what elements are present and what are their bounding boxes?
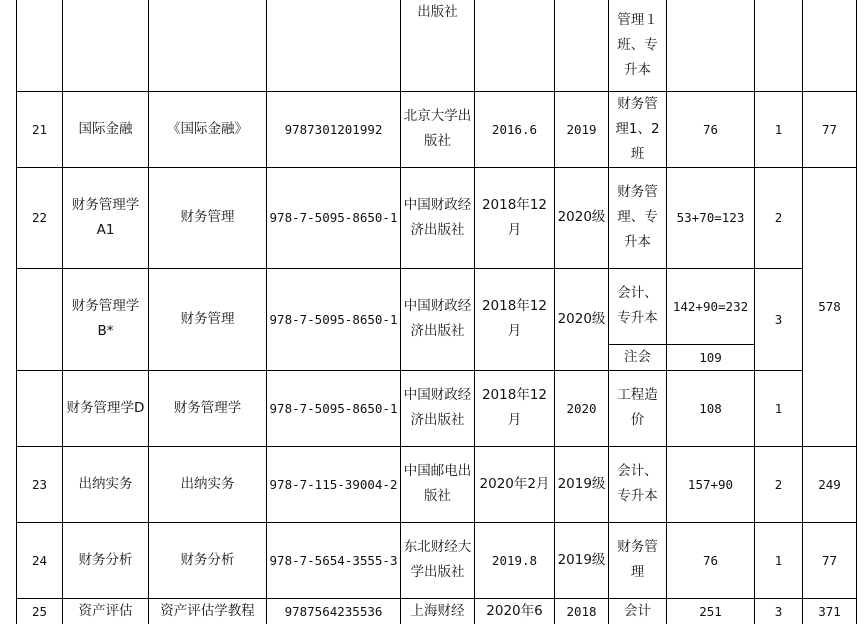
cell-no: 25	[17, 598, 63, 624]
cell-total	[803, 0, 857, 91]
cell-major: 会计	[609, 598, 667, 624]
cell-isbn: 978-7-5095-8650-1	[267, 268, 401, 370]
cell-course: 财务管理学B*	[63, 268, 149, 370]
cell-isbn: 9787301201992	[267, 91, 401, 167]
cell-classes: 1	[755, 370, 803, 446]
cell-count	[667, 0, 755, 91]
table-row	[17, 167, 857, 268]
cell-isbn: 978-7-115-39004-2	[267, 446, 401, 522]
cell-classes: 1	[755, 522, 803, 598]
cell-publisher: 中国财政经济出版社	[401, 370, 475, 446]
cell-year: 2020级	[555, 268, 609, 370]
cell-count: 108	[667, 370, 755, 446]
table-row	[17, 522, 857, 598]
cell-edition	[475, 0, 555, 91]
cell-major: 会计、专升本	[609, 446, 667, 522]
textbook-table	[16, 0, 857, 624]
cell-count: 157+90	[667, 446, 755, 522]
table-row	[17, 91, 857, 167]
cell-year: 2020级	[555, 167, 609, 268]
cell-textbook: 财务管理学	[149, 370, 267, 446]
cell-classes: 2	[755, 446, 803, 522]
table-row	[17, 0, 857, 91]
cell-year: 2020	[555, 370, 609, 446]
cell-isbn: 978-7-5654-3555-3	[267, 522, 401, 598]
cell-year: 2019级	[555, 522, 609, 598]
cell-course: 财务管理学A1	[63, 167, 149, 268]
table-row	[17, 446, 857, 522]
cell-publisher: 中国财政经济出版社	[401, 268, 475, 370]
cell-year	[555, 0, 609, 91]
cell-total: 77	[803, 522, 857, 598]
cell-classes: 3	[755, 268, 803, 370]
table-row	[17, 268, 857, 344]
cell-no: 23	[17, 446, 63, 522]
cell-major: 财务管理、专升本	[609, 167, 667, 268]
cell-edition: 2018年12月	[475, 268, 555, 370]
cell-count: 76	[667, 91, 755, 167]
cell-year: 2019	[555, 91, 609, 167]
cell-textbook: 财务管理	[149, 268, 267, 370]
cell-edition: 2020年2月	[475, 446, 555, 522]
cell-major: 管理１班、专升本	[609, 0, 667, 91]
cell-no: 21	[17, 91, 63, 167]
cell-count: 109	[667, 344, 755, 370]
cell-total: 77	[803, 91, 857, 167]
cell-publisher: 上海财经	[401, 598, 475, 624]
table-row	[17, 598, 857, 624]
cell-course: 财务分析	[63, 522, 149, 598]
cell-textbook: 《国际金融》	[149, 91, 267, 167]
cell-textbook: 出纳实务	[149, 446, 267, 522]
cell-year: 2019级	[555, 446, 609, 522]
cell-edition: 2016.6	[475, 91, 555, 167]
cell-course	[63, 0, 149, 91]
cell-year: 2018	[555, 598, 609, 624]
cell-no: 24	[17, 522, 63, 598]
cell-isbn: 9787564235536	[267, 598, 401, 624]
cell-course: 国际金融	[63, 91, 149, 167]
cell-no	[17, 268, 63, 370]
cell-count: 76	[667, 522, 755, 598]
cell-classes: 3	[755, 598, 803, 624]
cell-course: 财务管理学D	[63, 370, 149, 446]
cell-isbn	[267, 0, 401, 91]
cell-no	[17, 370, 63, 446]
cell-publisher: 东北财经大学出版社	[401, 522, 475, 598]
cell-isbn: 978-7-5095-8650-1	[267, 370, 401, 446]
cell-textbook: 财务管理	[149, 167, 267, 268]
cell-textbook: 资产评估学教程	[149, 598, 267, 624]
cell-publisher: 中国财政经济出版社	[401, 167, 475, 268]
cell-classes	[755, 0, 803, 91]
cell-edition: 2018年12月	[475, 167, 555, 268]
cell-count: 251	[667, 598, 755, 624]
cell-no: 22	[17, 167, 63, 268]
cell-major: 财务管理1、2班	[609, 91, 667, 167]
cell-no	[17, 0, 63, 91]
cell-classes: 1	[755, 91, 803, 167]
cell-total: 249	[803, 446, 857, 522]
cell-edition: 2020年6	[475, 598, 555, 624]
cell-count: 53+70=123	[667, 167, 755, 268]
cell-publisher: 北京大学出版社	[401, 91, 475, 167]
cell-edition: 2018年12月	[475, 370, 555, 446]
cell-major: 工程造价	[609, 370, 667, 446]
cell-course: 出纳实务	[63, 446, 149, 522]
cell-isbn: 978-7-5095-8650-1	[267, 167, 401, 268]
cell-count: 142+90=232	[667, 268, 755, 344]
cell-edition: 2019.8	[475, 522, 555, 598]
table-row	[17, 370, 857, 446]
cell-total: 578	[803, 167, 857, 446]
cell-publisher: 中国邮电出版社	[401, 446, 475, 522]
cell-textbook: 财务分析	[149, 522, 267, 598]
cell-major: 注会	[609, 344, 667, 370]
cell-course: 资产评估	[63, 598, 149, 624]
cell-publisher: 出版社	[401, 0, 475, 91]
cell-major: 财务管理	[609, 522, 667, 598]
cell-classes: 2	[755, 167, 803, 268]
cell-major: 会计、专升本	[609, 268, 667, 344]
cell-textbook	[149, 0, 267, 91]
cell-total: 371	[803, 598, 857, 624]
